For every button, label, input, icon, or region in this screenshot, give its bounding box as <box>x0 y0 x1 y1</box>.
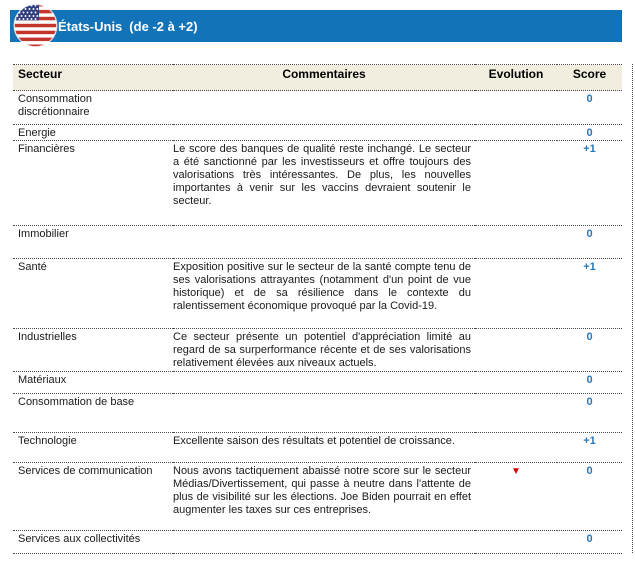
sector-name: Matériaux <box>18 374 67 386</box>
table-row <box>13 91 622 125</box>
table-row <box>13 141 622 226</box>
sector-comment <box>173 531 475 554</box>
table-row <box>13 226 622 259</box>
score-value: 0 <box>586 374 593 386</box>
score-value: 0 <box>586 396 593 408</box>
sector-name: Financières <box>18 143 75 155</box>
evolution-value <box>475 433 557 463</box>
table-row <box>13 259 622 329</box>
table-header-row <box>13 65 622 91</box>
table-row <box>13 531 622 554</box>
evolution-value <box>475 259 557 329</box>
table-row <box>13 394 622 433</box>
table-row <box>13 372 622 394</box>
sector-comment <box>173 394 475 433</box>
sector-name: Consommation discrétionnaire <box>18 93 92 118</box>
table-row <box>13 125 622 141</box>
evolution-value <box>475 125 557 141</box>
us-flag-icon <box>13 3 58 48</box>
score-value: 0 <box>586 331 593 343</box>
column-header-sector: Secteur <box>18 67 63 81</box>
table-row <box>13 329 622 372</box>
evolution-value <box>475 372 557 394</box>
sector-name: Services aux collectivités <box>18 533 141 545</box>
sector-name: Energie <box>18 127 56 139</box>
score-scale-note: (de -2 à +2) <box>129 18 198 34</box>
score-value: 0 <box>586 228 593 240</box>
score-value: +1 <box>583 261 596 273</box>
sector-comment <box>173 125 475 141</box>
score-value: 0 <box>586 93 593 105</box>
sector-name: Services de communication <box>18 465 153 477</box>
evolution-value <box>475 329 557 372</box>
sector-comment: Ce secteur présente un potentiel d'appréciation limité au regard de sa surperformance récente et de ses valorisations relativement élevées aux niveaux actuels. <box>173 331 471 369</box>
score-value: +1 <box>583 435 596 447</box>
column-header-evolution: Evolution <box>488 67 544 81</box>
evolution-down-arrow-icon: ▼ <box>511 466 521 477</box>
sector-comment: Nous avons tactiquement abaissé notre score sur le secteur Médias/Divertissement, qui passe à neutre dans l'attente de plus de visibilité sur les élections. Joe Biden pourrait en effet augmenter les taxes sur ces entreprises. <box>173 465 471 516</box>
sector-name: Consommation de base <box>18 396 135 408</box>
column-header-comments: Commentaires <box>282 67 366 81</box>
score-value: 0 <box>586 533 593 545</box>
country-title-bar <box>10 10 622 42</box>
sector-name: Industrielles <box>18 331 77 343</box>
table-row <box>13 463 622 531</box>
sector-comment <box>173 91 475 125</box>
evolution-value <box>475 226 557 259</box>
score-value: 0 <box>586 127 593 139</box>
sector-name: Santé <box>18 261 47 273</box>
table-right-border <box>632 64 633 553</box>
evolution-value <box>475 91 557 125</box>
column-header-score: Score <box>572 67 607 81</box>
evolution-value <box>475 394 557 433</box>
sector-comment: Excellente saison des résultats et potentiel de croissance. <box>173 435 455 447</box>
sector-comment <box>173 226 475 259</box>
table-row <box>13 433 622 463</box>
sector-comment: Exposition positive sur le secteur de la santé compte tenu de ses valorisations attrayantes (notamment d'un point de vue historique) et de sa résilience dans le contexte du ralentissement économique provoqué par la Covid-19. <box>173 261 471 312</box>
sector-score-table <box>13 64 622 554</box>
sector-comment: Le score des banques de qualité reste inchangé. Le secteur a été sanctionné par les investisseurs et offre toujours des valorisations très intéressantes. De plus, les nouvelles importantes à venir sur les vaccins devraient soutenir le secteur. <box>173 143 471 207</box>
sector-name: Technologie <box>18 435 77 447</box>
evolution-value <box>475 141 557 226</box>
score-value: 0 <box>586 465 593 477</box>
sector-comment <box>173 372 475 394</box>
evolution-value <box>475 531 557 554</box>
sector-name: Immobilier <box>18 228 69 240</box>
score-value: +1 <box>583 143 596 155</box>
country-name: États-Unis <box>58 18 123 34</box>
